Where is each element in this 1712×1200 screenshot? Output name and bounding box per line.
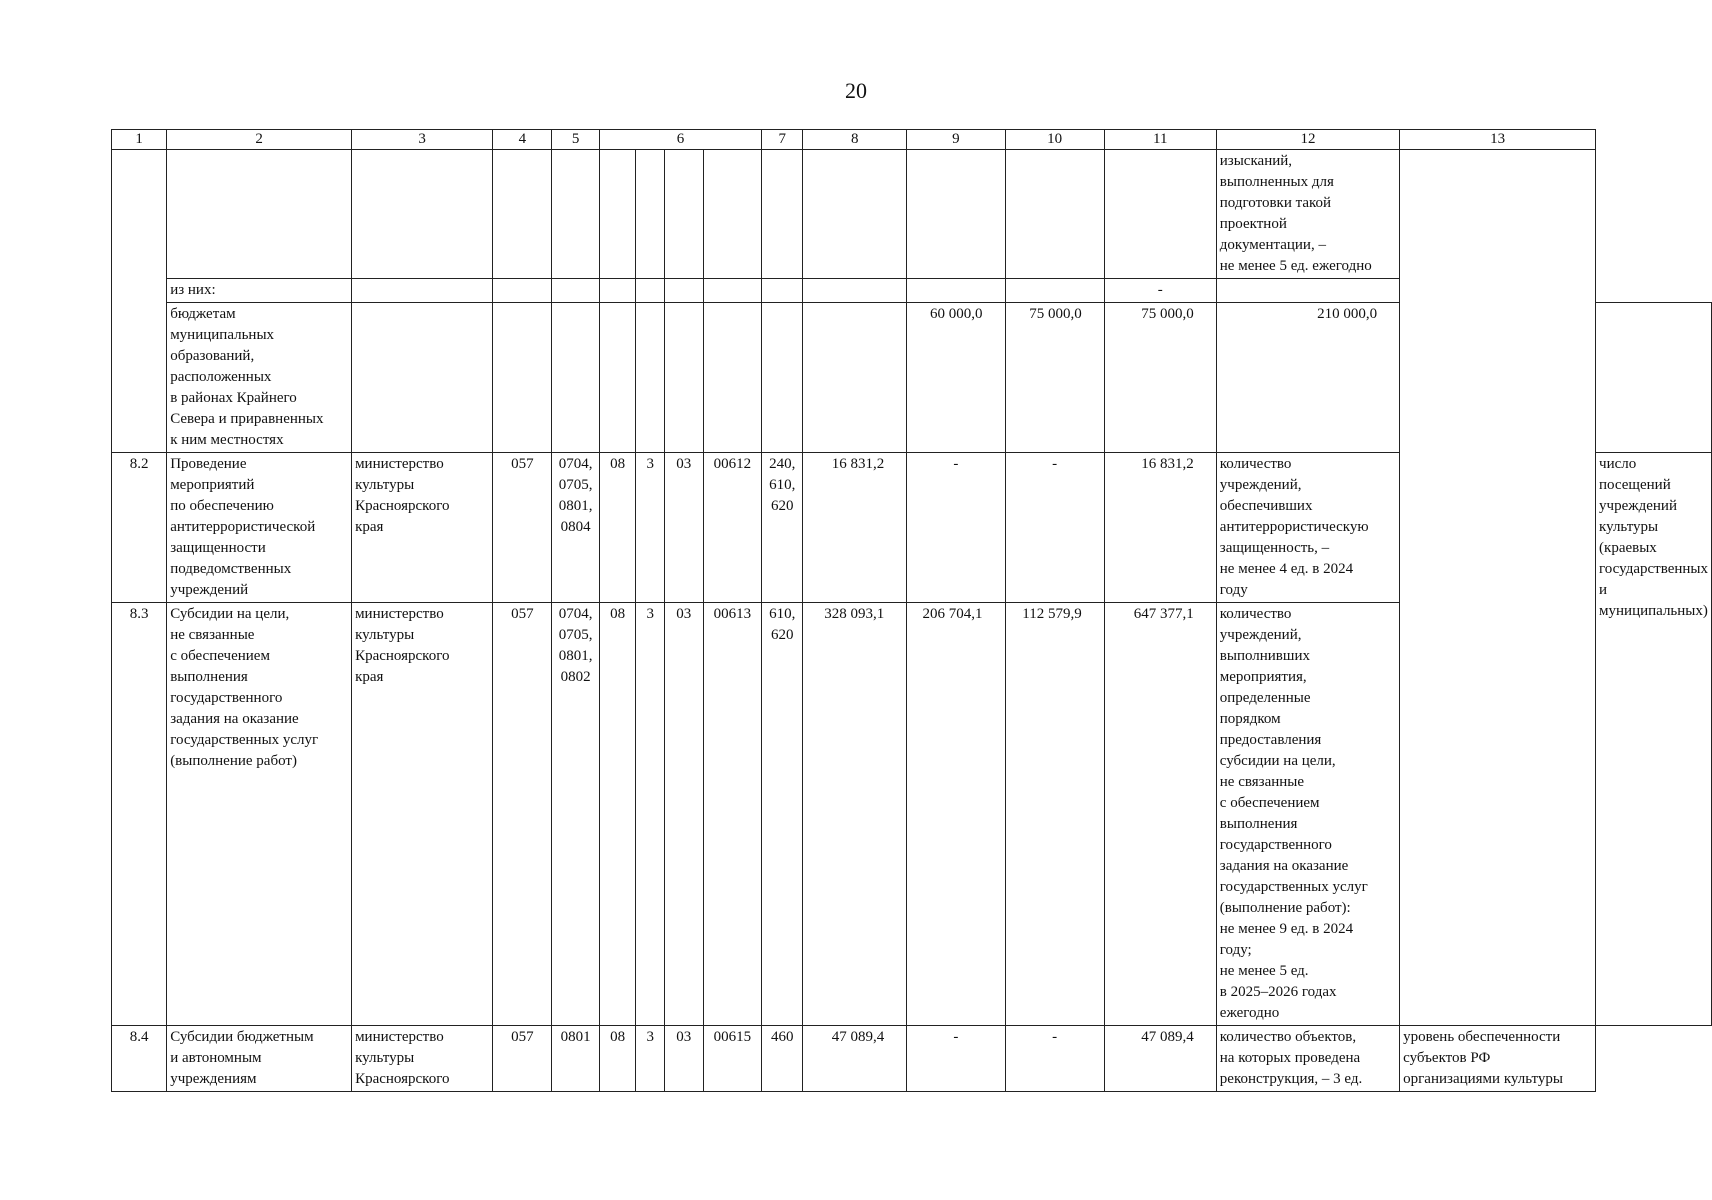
name-cell: бюджетам муниципальных образований, расположенных в районах Крайнего Севера и приравненных к ним местностях xyxy=(167,303,352,453)
amount-cell: 328 093,1 xyxy=(803,603,907,1026)
responsible-cell: министерство культуры Красноярского xyxy=(352,1026,493,1092)
code-cell: 3 xyxy=(636,453,665,603)
indicator-cell: количество учреждений, обеспечивших антитеррористическую защищенность, – не менее 4 ед. в 2024 году xyxy=(1216,453,1399,603)
amount-cell: 47 089,4 xyxy=(1104,1026,1216,1092)
amount-cell: - xyxy=(1005,1026,1104,1092)
code-cell: 08 xyxy=(599,603,636,1026)
responsible-cell: министерство культуры Красноярского края xyxy=(352,603,493,1026)
code-cell: 08 xyxy=(599,453,636,603)
code-cell: 3 xyxy=(636,1026,665,1092)
indicator-cell: количество объектов, на которых проведена реконструкция, – 3 ед. xyxy=(1216,1026,1399,1092)
expense-type-cell: 610, 620 xyxy=(762,603,803,1026)
indicator-cell: количество учреждений, выполнивших мероприятия, определенные порядком предоставления субсидии на цели, не связанные с обеспечением выполнения государственного задания на оказание государственных услуг (выполнение работ): не менее 9 ед. в 2024 году; не менее 5 ед. в 2025–2026 годах ежегодно xyxy=(1216,603,1399,1026)
code-cell: 00612 xyxy=(703,453,762,603)
code-cell: 057 xyxy=(493,453,552,603)
header-cell: 13 xyxy=(1400,130,1596,150)
header-cell: 9 xyxy=(907,130,1005,150)
row-number: 8.2 xyxy=(112,453,167,603)
section-cell: 0801 xyxy=(552,1026,599,1092)
row-number: 8.4 xyxy=(112,1026,167,1092)
amount-cell: 75 000,0 xyxy=(1104,303,1216,453)
target-indicator-cell: уровень обеспеченности субъектов РФ организациями культуры xyxy=(1400,1026,1596,1092)
expense-type-cell: 240, 610, 620 xyxy=(762,453,803,603)
indicator-cell: изысканий, выполненных для подготовки такой проектной документации, – не менее 5 ед. ежегодно xyxy=(1216,150,1399,279)
header-cell: 2 xyxy=(167,130,352,150)
table-row-continuation xyxy=(112,150,1712,279)
name-cell: Субсидии бюджетным и автономным учреждениям xyxy=(167,1026,352,1092)
name-cell: из них: xyxy=(167,279,352,303)
amount-cell: 75 000,0 xyxy=(1005,303,1104,453)
header-cell: 8 xyxy=(803,130,907,150)
header-cell: 12 xyxy=(1216,130,1399,150)
header-cell: 3 xyxy=(352,130,493,150)
amount-cell: 647 377,1 xyxy=(1104,603,1216,1026)
header-cell: 4 xyxy=(493,130,552,150)
expense-type-cell: 460 xyxy=(762,1026,803,1092)
code-cell: 03 xyxy=(665,603,703,1026)
responsible-cell: министерство культуры Красноярского края xyxy=(352,453,493,603)
amount-cell: 60 000,0 xyxy=(907,303,1005,453)
header-cell: 5 xyxy=(552,130,599,150)
amount-cell: 210 000,0 xyxy=(1216,303,1399,453)
program-table xyxy=(111,129,1712,1092)
code-cell: 00613 xyxy=(703,603,762,1026)
amount-cell: - xyxy=(907,1026,1005,1092)
amount-cell: 16 831,2 xyxy=(803,453,907,603)
amount-cell: 47 089,4 xyxy=(803,1026,907,1092)
name-cell: Субсидии на цели, не связанные с обеспечением выполнения государственного задания на оказание государственных услуг (выполнение работ) xyxy=(167,603,352,1026)
table-row-8-3 xyxy=(112,603,1712,1026)
amount-cell: 16 831,2 xyxy=(1104,453,1216,603)
code-cell: 03 xyxy=(665,1026,703,1092)
section-cell: 0704, 0705, 0801, 0804 xyxy=(552,453,599,603)
code-cell: 08 xyxy=(599,1026,636,1092)
header-cell: 7 xyxy=(762,130,803,150)
page-number: 20 xyxy=(845,78,867,103)
name-cell: Проведение мероприятий по обеспечению антитеррористической защищенности подведомственных учреждений xyxy=(167,453,352,603)
code-cell: 00615 xyxy=(703,1026,762,1092)
code-cell: 03 xyxy=(665,453,703,603)
code-cell: 057 xyxy=(493,603,552,1026)
row-number: 8.3 xyxy=(112,603,167,1026)
code-cell: 057 xyxy=(493,1026,552,1092)
header-cell: 10 xyxy=(1005,130,1104,150)
header-cell: 1 xyxy=(112,130,167,150)
amount-cell: - xyxy=(907,453,1005,603)
header-cell: 11 xyxy=(1104,130,1216,150)
header-row xyxy=(112,130,1712,150)
section-cell: 0704, 0705, 0801, 0802 xyxy=(552,603,599,1026)
total-cell: - xyxy=(1104,279,1216,303)
amount-cell: 112 579,9 xyxy=(1005,603,1104,1026)
table-row-8-4 xyxy=(112,1026,1712,1092)
target-indicator-cell: число посещений учреждений культуры (краевых государственных и муниципальных) xyxy=(1596,453,1712,1026)
code-cell: 3 xyxy=(636,603,665,1026)
header-cell: 6 xyxy=(599,130,761,150)
amount-cell: - xyxy=(1005,453,1104,603)
amount-cell: 206 704,1 xyxy=(907,603,1005,1026)
